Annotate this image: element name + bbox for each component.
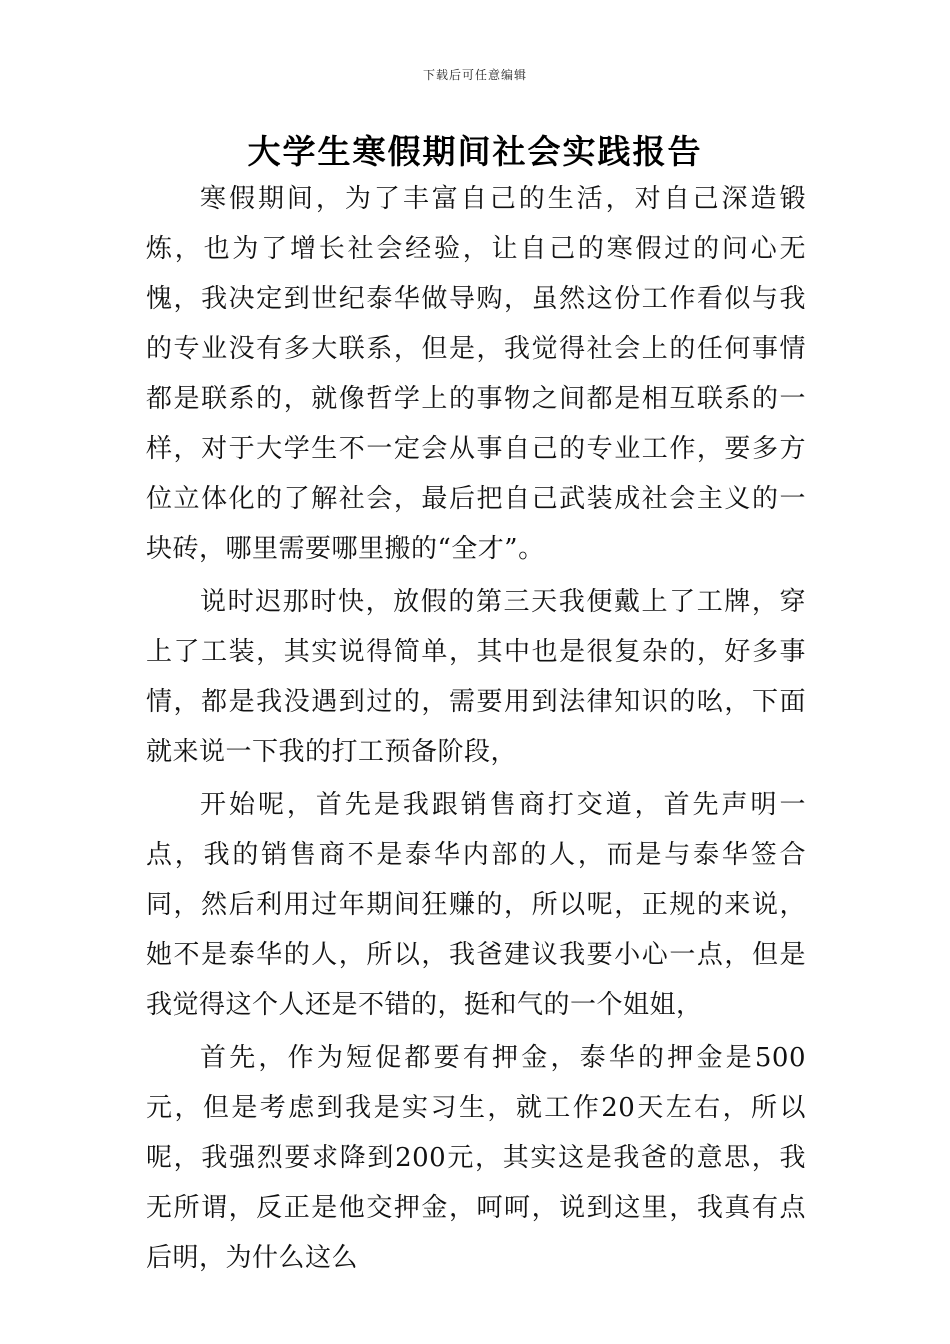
paragraph: 首先，作为短促都要有押金，泰华的押金是500元，但是考虑到我是实习生，就工作20天左右，所以呢，我强烈要求降到200元，其实这是我爸的意思，我无所谓，反正是他交押金，呵呵，说到这里，我真有点后明，为什么这么 — [146, 1043, 806, 1273]
document-title: 大学生寒假期间社会实践报告 — [247, 132, 703, 171]
document-body — [146, 174, 806, 1283]
paragraph: 开始呢，首先是我跟销售商打交道，首先声明一点，我的销售商不是泰华内部的人，而是与泰华签合同，然后利用过年期间狂赚的，所以呢，正规的来说，她不是泰华的人，所以，我爸建议我要小心一点，但是我觉得这个人还是不错的，挺和气的一个姐姐， — [146, 790, 806, 1020]
paragraph: 说时迟那时快，放假的第三天我便戴上了工牌，穿上了工装，其实说得简单，其中也是很复杂的，好多事情，都是我没遇到过的，需要用到法律知识的吆，下面就来说一下我的打工预备阶段， — [146, 587, 806, 767]
paragraph: 寒假期间，为了丰富自己的生活，对自己深造锻炼，也为了增长社会经验，让自己的寒假过的问心无愧，我决定到世纪泰华做导购，虽然这份工作看似与我的专业没有多大联系，但是，我觉得社会上的任何事情都是联系的，就像哲学上的事物之间都是相互联系的一样，对于大学生不一定会从事自己的专业工作，要多方位立体化的了解社会，最后把自己武装成社会主义的一块砖，哪里需要哪里搬的“全才”。 — [146, 184, 806, 564]
header-note: 下载后可任意编辑 — [422, 68, 527, 82]
